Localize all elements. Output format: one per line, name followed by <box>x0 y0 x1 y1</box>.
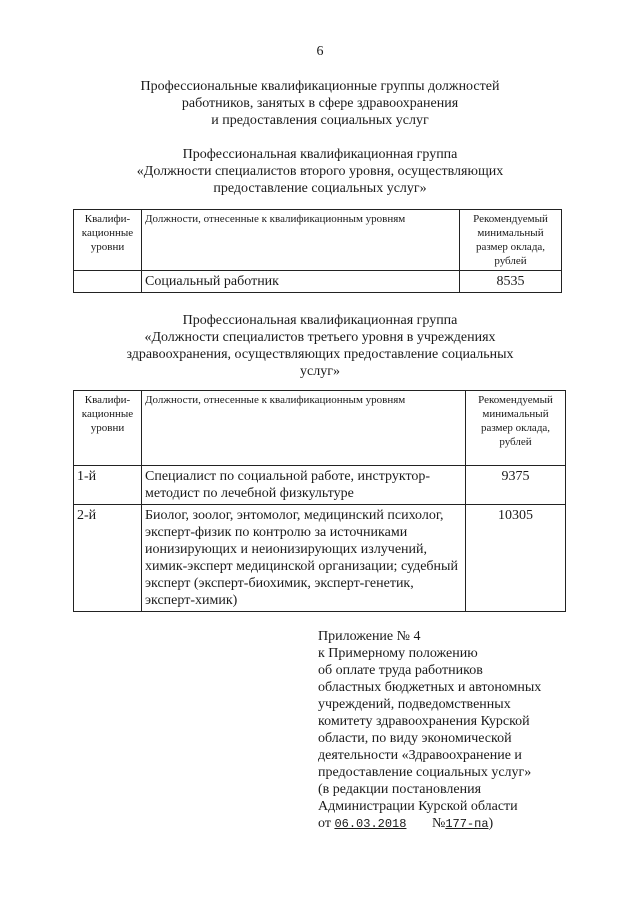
appendix-line: деятельности «Здравоохранение и <box>318 748 522 763</box>
main-title-line: работников, занятых в сфере здравоохранения <box>181 96 459 111</box>
appendix-line: Приложение № 4 <box>318 629 421 644</box>
appendix-line: (в редакции постановления <box>318 782 482 797</box>
header-positions: Должности, отнесенные к квалификационным уровням <box>142 210 460 271</box>
table-row <box>74 271 562 293</box>
table-row <box>74 466 566 505</box>
group2-title-line: услуг» <box>300 364 340 379</box>
appendix-line: области, по виду экономической <box>318 731 512 746</box>
row-position: Социальный работник <box>142 271 460 293</box>
row-position: Биолог, зоолог, энтомолог, медицинский психолог, эксперт-физик по контролю за источниками ионизирующих и неионизирующих излучений, химик-эксперт медицинской организации; судебный эксперт (эксперт-биохимик, эксперт-генетик, эксперт-химик) <box>142 505 466 612</box>
appendix-block <box>318 628 578 833</box>
group2-title-line: «Должности специалистов третьего уровня в учреждениях <box>144 330 496 345</box>
appendix-line: учреждений, подведомственных <box>318 697 511 712</box>
group1-title <box>100 146 540 197</box>
table-header-row <box>74 210 562 271</box>
main-title-line: Профессиональные квалификационные группы должностей <box>140 79 500 94</box>
appendix-line: областных бюджетных и автономных <box>318 680 542 695</box>
group2-title-line: Профессиональная квалификационная группа <box>182 313 458 328</box>
page-number: 6 <box>316 44 324 59</box>
header-level: Квалифи-кационные уровни <box>74 391 142 466</box>
header-positions: Должности, отнесенные к квалификационным уровням <box>142 391 466 466</box>
main-title <box>100 78 540 129</box>
appendix-line: Администрации Курской области <box>318 799 518 814</box>
table-header-row <box>74 391 566 466</box>
group2-title-line: здравоохранения, осуществляющих предоставление социальных <box>126 347 514 362</box>
row-position: Специалист по социальной работе, инструктор-методист по лечебной физкультуре <box>142 466 466 505</box>
row-level: 2-й <box>74 505 142 612</box>
appendix-line: предоставление социальных услуг» <box>318 765 532 780</box>
appendix-line: об оплате труда работников <box>318 663 483 678</box>
header-salary: Рекомендуемый минимальный размер оклада, рублей <box>460 210 562 271</box>
closing-paren: ) <box>488 816 494 831</box>
document-number: 177-па <box>445 817 489 831</box>
appendix-line: комитету здравоохранения Курской <box>318 714 530 729</box>
group2-title <box>100 312 540 380</box>
row-level: 1-й <box>74 466 142 505</box>
row-level <box>74 271 142 293</box>
date-prefix: от <box>318 816 331 831</box>
row-salary: 9375 <box>466 466 566 505</box>
number-prefix: № <box>431 816 446 831</box>
row-salary: 10305 <box>466 505 566 612</box>
group1-title-line: Профессиональная квалификационная группа <box>182 147 458 162</box>
table-row <box>74 505 566 612</box>
group1-table <box>73 209 562 293</box>
appendix-line: к Примерному положению <box>318 646 478 661</box>
document-date: 06.03.2018 <box>334 817 407 831</box>
group1-title-line: предоставление социальных услуг» <box>213 181 427 196</box>
appendix-date-line <box>318 815 578 833</box>
group2-table <box>73 390 566 612</box>
row-salary: 8535 <box>460 271 562 293</box>
group1-title-line: «Должности специалистов второго уровня, осуществляющих <box>136 164 504 179</box>
header-salary: Рекомендуемый минимальный размер оклада, рублей <box>466 391 566 466</box>
main-title-line: и предоставления социальных услуг <box>211 113 429 128</box>
header-level: Квалифи-кационные уровни <box>74 210 142 271</box>
